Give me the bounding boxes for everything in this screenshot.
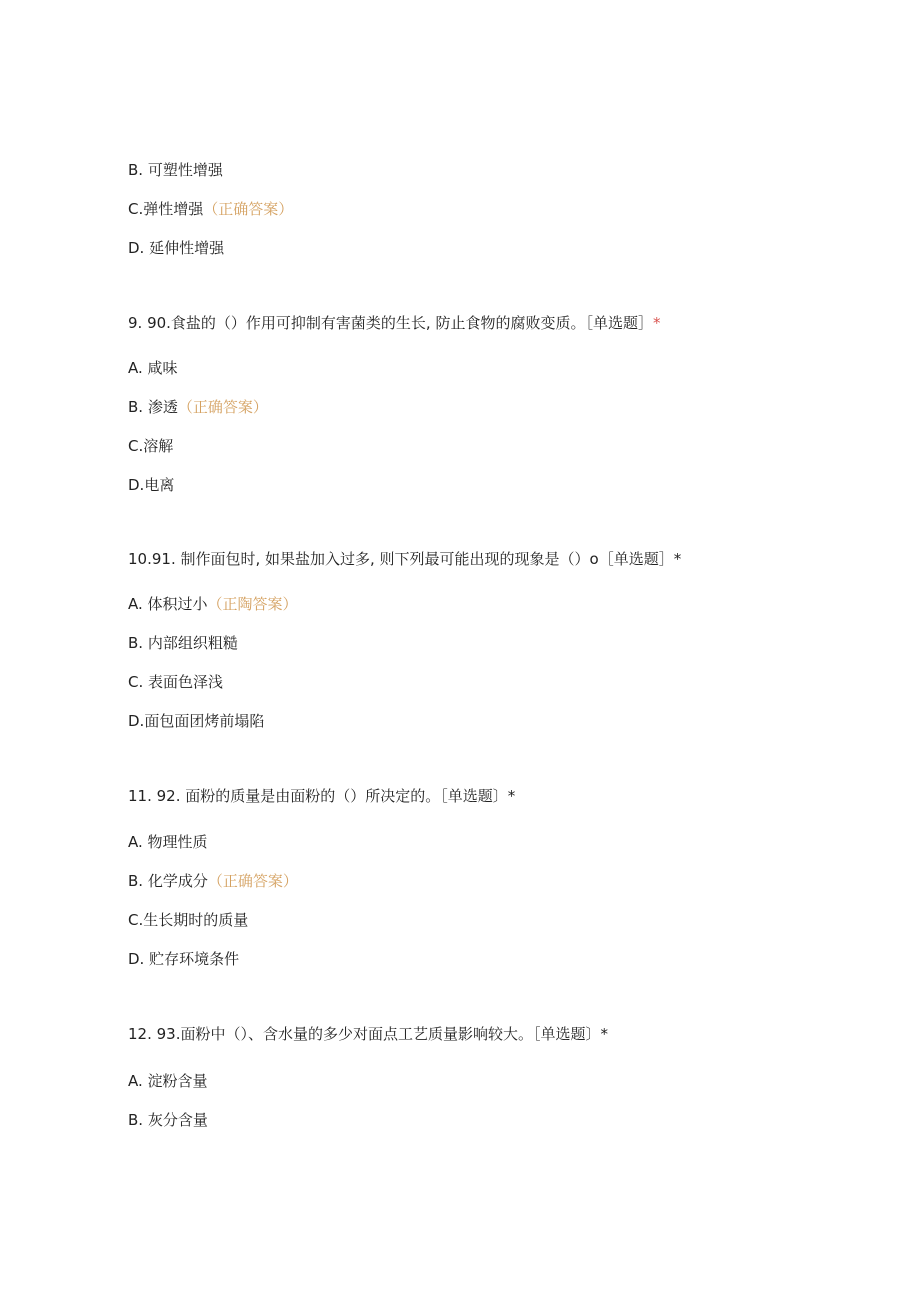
q9-option-b bbox=[128, 397, 268, 417]
option-text: A. 淀粉含量 bbox=[128, 1072, 208, 1090]
option-text: A. 体积过小 bbox=[128, 595, 208, 613]
correct-answer-tag: （正确答案） bbox=[207, 872, 298, 890]
option-text: C.生长期时的质量 bbox=[128, 911, 249, 929]
q12-title bbox=[128, 1024, 608, 1044]
q10-option-d bbox=[128, 711, 264, 731]
q8-option-d bbox=[128, 238, 224, 258]
question-text: 11. 92. 面粉的质量是由面粉的（）所决定的。［单选题〕* bbox=[128, 787, 516, 805]
option-text: B. 内部组织粗糙 bbox=[128, 634, 238, 652]
option-text: A. 咸味 bbox=[128, 359, 178, 377]
option-text: A. 物理性质 bbox=[128, 833, 208, 851]
option-text: D.面包面团烤前塌陷 bbox=[128, 712, 265, 730]
q11-option-a bbox=[128, 832, 208, 852]
q12-option-b bbox=[128, 1110, 208, 1130]
option-text: B. 可塑性增强 bbox=[128, 161, 223, 179]
question-text: 10.91. 制作面包时, 如果盐加入过多, 则下列最可能出现的现象是（）o［单选题］* bbox=[128, 550, 682, 568]
q9-option-c bbox=[128, 436, 173, 456]
question-text: 9. 90.食盐的（）作用可抑制有害菌类的生长, 防止食物的腐败变质。［单选题］ bbox=[128, 314, 653, 332]
correct-answer-tag: （正确答案） bbox=[203, 200, 294, 218]
option-text: C. 表面色泽浅 bbox=[128, 673, 224, 691]
q8-option-b bbox=[128, 160, 223, 180]
option-text: D.电离 bbox=[128, 476, 175, 494]
q11-option-d bbox=[128, 949, 239, 969]
q11-title bbox=[128, 786, 515, 806]
required-asterisk: * bbox=[652, 314, 661, 332]
q10-title bbox=[128, 549, 681, 569]
q11-option-c bbox=[128, 910, 248, 930]
q12-option-a bbox=[128, 1071, 208, 1091]
q9-option-d bbox=[128, 475, 174, 495]
q10-option-a bbox=[128, 594, 298, 614]
correct-answer-tag: （正确答案） bbox=[177, 398, 268, 416]
q8-option-c bbox=[128, 199, 293, 219]
q11-option-b bbox=[128, 871, 298, 891]
q10-option-c bbox=[128, 672, 223, 692]
option-text: D. 延伸性增强 bbox=[128, 239, 225, 257]
option-text: C.弹性增强 bbox=[128, 200, 204, 218]
q9-title bbox=[128, 313, 660, 333]
question-text: 12. 93.面粉中（）、含水量的多少对面点工艺质量影响较大。［单选题〕* bbox=[128, 1025, 608, 1043]
q9-option-a bbox=[128, 358, 178, 378]
q10-option-b bbox=[128, 633, 238, 653]
option-text: B. 灰分含量 bbox=[128, 1111, 208, 1129]
option-text: B. 化学成分 bbox=[128, 872, 208, 890]
option-text: B. 渗透 bbox=[128, 398, 178, 416]
option-text: C.溶解 bbox=[128, 437, 174, 455]
correct-answer-tag: （正陶答案） bbox=[207, 595, 298, 613]
option-text: D. 贮存环境条件 bbox=[128, 950, 240, 968]
